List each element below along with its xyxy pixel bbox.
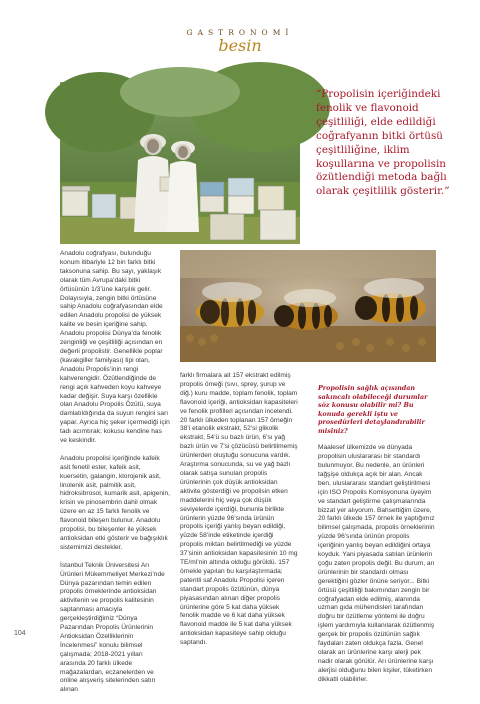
bees-photo [180, 250, 436, 362]
paragraph: İstanbul Teknik Üniversitesi Arı Ürünleri Mükemmeliyet Merkezi’nde Dünya pazarından temin edilen propolis örneklerinde antioksidan aktivitenin ve propolis kalitesinin saptanması amacıyla gerçekleştirdiğimiz “Dünya Pazarından Propolis Ürünlerinin Antioksidan Özelliklerinin İncelenmesi” konulu bilimsel çalışmada; 2018-2021 yılları arasında 20 farklı ülkede mağazalardan, eczanelerden ve online alışveriş sitelerinden satın alınan [60, 561, 165, 694]
bees-illustration [180, 250, 436, 362]
paragraph: Anadolu coğrafyası, bulunduğu konum itibariyle 12 bin farklı bitki taksonuna sahip. Bu sayı, yaklaşık olarak tüm Avrupa’daki bitki örtüsünün 1/3’üne karşılık gelir. Dolayısıyla, zengin bitki örtüsüne sahip Anadolu coğrafyasından elde edilen Anadolu propolisi de yüksek kalite ve besin içeriğine sahip. Anadolu propolisi Dünya’da fenolik zenginliği ve çeşitliliği açısından en değerli propolistir. Genellikle poplar (kavakgiller familyası) tipi olan, Anadolu Propolis’inin rengi kahverengidir. Özütlendiğinde de rengi açık kahveden koyu kahveye kadar değişir. Suya karşı özellikle olan Anadolu Propolis Özütü, suya damlatıldığında da suyun rengini sarı yapar. Ayrıca hiç şeker içermediği için tadı acımtırak; kokusu kendine has ve keskindir. [60, 250, 170, 445]
section-title: besin [218, 36, 262, 55]
interview-question: Propolisin sağlık açısından sakıncalı olabileceği durumlar söz konusu olabilir mi? Bu konuda gerekli iştu ve prosedürleri detaylandırabilir misiniz? [318, 384, 428, 435]
page-number: 104 [14, 630, 26, 637]
paragraph: Maalesef ülkemizde ve dünyada propolisin uluslararası bir standardı bulunmuyor. Bu nedenle, arı ürünleri tağşişe oldukça açık bir alan. Ancak ben, uluslararası standart geliştirilmesi için ISO Propolis Komisyonuna üyeyim ve standart geliştirme çalışmalarında bizzat yer alıyorum. Bahsettiğim üzere, 20 farklı ülkede 157 örnek ile yaptığımız bilimsel çalışmada, propolis örneklerinin yüzde 96’sında ürünün propolis içeriğinin yanlış beyan edildiğini ortaya koyduk. Yani piyasada satılan ürünlerin çoğu zaten propolis değil. Bu durum, arı ürünlerinin bir standardı olması gerektiğini gözler önüne seriyor... Bitki örtüsü çeşitliliği bakımından zengin bir coğrafyadan elde edilmiş, alanında uzman gıda mühendisleri tarafından doğru bir özütleme yöntemi ile doğru işlem yardımıyla kullanılarak özütlenmiş gerçek bir propolis özütünün sağlık faydaları zaten oldukça fazla. Genel olarak arı ürünlerine karşı alerji pek nadir olarak görülür. Arı ürünlerine karşı alerjisi olduğunu bilen kişiler, tüketirken dikkatli olabilirler. [318, 444, 435, 683]
article-column-3 [318, 384, 436, 694]
beekeepers-illustration [60, 82, 300, 244]
pull-quote: “Propolisin içeriğindeki fenolik ve flavonoid çeşitliliği, elde edildiği coğrafyanın bitki örtüsü çeşitliliğine, iklim koşullarına ve propolisin özütlendiği metoda bağlı olarak çeşitlilik gösterir.” [316, 88, 450, 198]
section-header [0, 0, 480, 70]
paragraph: Anadolu propolisi içeriğinde kafeik asit fenetil ester, kafeik asit, kuersetin, galangin, klorojenik asit, linolenik asit, palmitik asit, hidroksibrosol, kumarik asit, apigenin, krisin ve pinosembrin dahil olmak üzere en az 15 farklı fenolik ve flavonoid bileşen bulunur. Anadolu propolisi, bu bileşenler ile yüksek antioksidan etki gösterir ve bağışıklık sistemimizi destekler. [60, 454, 170, 551]
category-label: GASTRONOMİ [186, 28, 294, 37]
beekeepers-photo [60, 82, 300, 244]
paragraph: farklı firmalara ait 157 ekstrakt edilmiş propolis ömeği (sıvı, sprey, şurup ve diğ.) kuru madde, toplam fenolik, toplam flavonoid içeriği, antioksidan kapasiteleri ve fenolik profilleri açısından incelendi. 20 farklı ülkeden toplanan 157 örneğin 38’i etanolik ekstrakt, 52’si glikolik ekstrakt, 54’ü su bazlı ürün, 6’sı yağ bazlı ürün ve 7’si çözücüsü belirtilmemiş ürünlerden oluştuğu sonucuna vardık. Araştırma sonucunda, su ve yağ bazlı olarak satışa sunulan propolis ürünlerinin çok düşük antioksidan aktivite gösterdiği ve propolisin etken maddelerini hiç veya çok düşük seviyelerde içerdiği, bununla birlikte ürünlerin yüzde 96’sında ürünün propolis içeriği yanlış beyan edildiği, yüzde 58’inde etiketinde içerdiği propolis miktarı belirtilmediği ve yüzde 37’sinin antioksidan kapasitesinin 10 mg TE/ml’nin altında olduğu görüldü. 157 örnekle yapılan bu karşılaştırmada; patentli saf Anadolu Propolisi içeren standart propolis özütünün, dünya piyasasından alınan diğer propolis ürünlerine göre 5 kat daha yüksek fenolik madde ve 6 kat daha yüksek flavonoid madde ile 5 kat daha yüksek antioksidan kapasiteye sahip olduğu saptandı. [180, 372, 298, 647]
article-column-1 [60, 250, 170, 704]
article-column-2 [180, 372, 298, 657]
